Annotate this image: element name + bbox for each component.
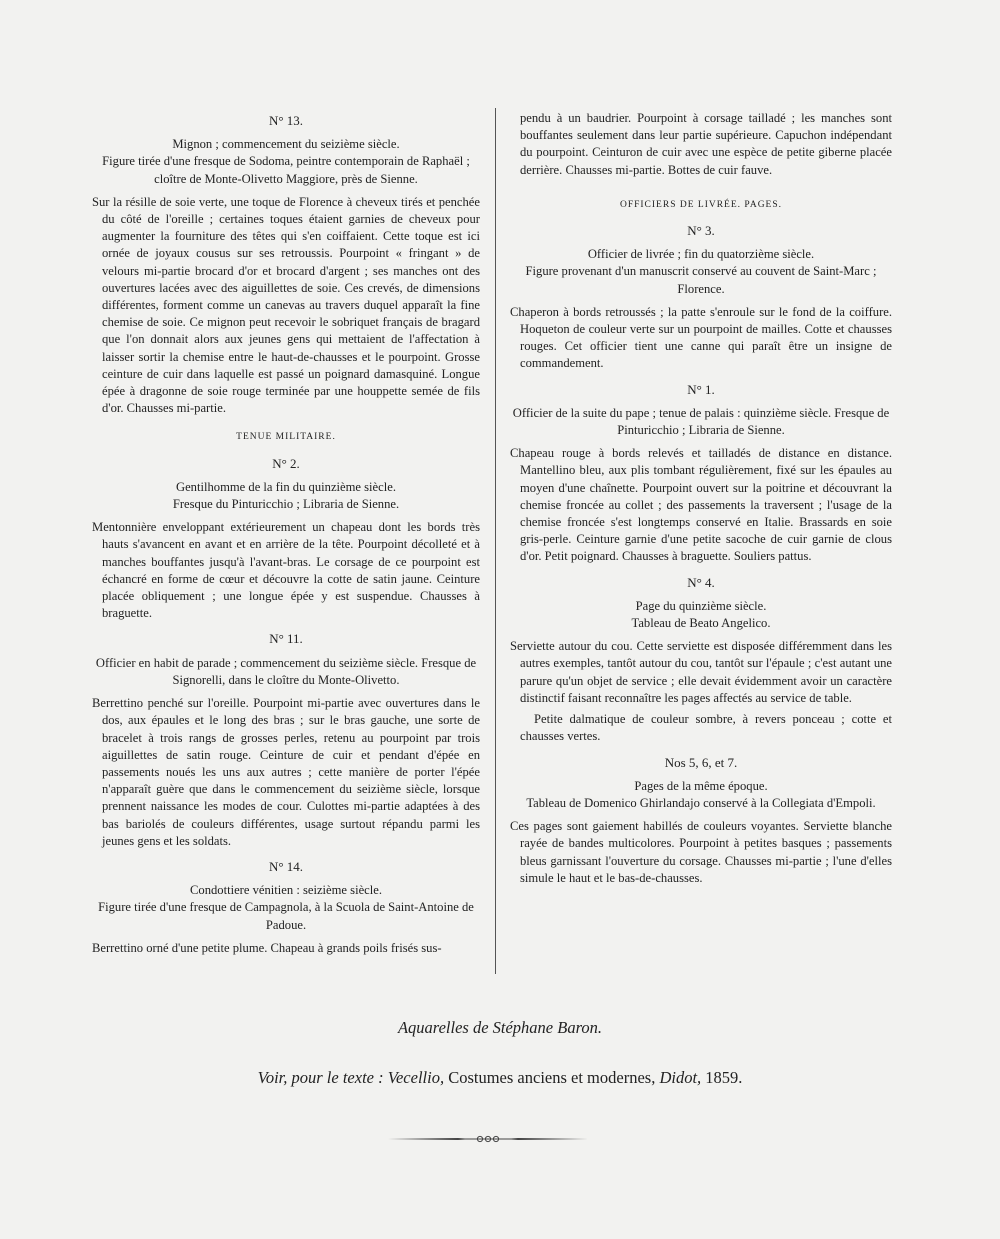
entry-description: Ces pages sont gaiement habillés de couleurs voyantes. Serviette blanche rayée de bandes multicolores. Pourpoint à petites basques ; passements bleus garnissant l'ouverture du corsage. Chausses mi-partie ; l'une d'elles simule le haut et le bas-de-chausses. <box>510 819 892 885</box>
entry-number: N° 1. <box>687 381 715 397</box>
entry-title: Mignon ; commencement du seizième siècle. <box>172 137 400 152</box>
ornament-divider-icon <box>388 1133 588 1145</box>
entry-number: N° 13. <box>268 113 304 128</box>
entry-description: Mentonnière enveloppant extérieurement un chapeau dont les bords très hauts s'avancent en avant et en arrière de la tête. Pourpoint décolleté et à manches bouffantes jusqu'à l'avant-bras. Le corsage de ce pourpoint est échancré en forme de cœur et découvre la cotte de satin jaune. Ceinture placée obliquement ; une longue épée y est suspendue. Chausses à braguette. <box>92 520 480 621</box>
continued-text: pendu à un baudrier. Pourpoint à corsage tailladé ; les manches sont bouffantes seulement dans leur partie supérieure. Capuchon indépendant du pourpoint. Ceinturon de cuir avec une espèce de petite giberne placée derrière. Chausses mi-partie. Bottes de cuir fauve. <box>520 111 892 177</box>
entry-description: Chaperon à bords retroussés ; la patte s'enroule sur le fond de la coiffure. Hoqueton de couleur verte sur un pourpoint de mailles. Cotte et chausses rouges. Cet officier tient une canne qui paraît être un insigne de commandement. <box>510 304 892 371</box>
entry-title: Officier de la suite du pape ; tenue de palais : quinzième siècle. Fresque de Pinturicchio ; Libraria de Sienne. <box>512 405 890 438</box>
entry-subtitle: Tableau de Beato Angelico. <box>631 616 771 631</box>
entry-description: Berrettino penché sur l'oreille. Pourpoint mi-partie avec ouvertures dans le dos, aux épaules et le long des bras ; sur le bras gauche, une sorte de bracelet à trois rangs de grosses perles, retenu au pourpoint par trois aiguillettes de satin rouge. Ceinture de cuir et pendant d'épée en passements noués les uns aux autres ; cette manière de porter l'épée n'apparaît guère que dans le commencement du seizième siècle, lorsque prennent naissance les modes de cour. Culottes mi-partie adaptées à des bas bariolés de couleurs différentes, usage surtout répandu parmi les jeunes gens et les soldats. <box>92 696 480 848</box>
source-publisher: Didot, <box>659 1068 702 1087</box>
source-title: Costumes anciens et modernes, <box>448 1068 656 1087</box>
entry-description: Chapeau rouge à bords relevés et tailladés de distance en distance. Mantellino bleu, aux plis tombant régulièrement, fixé sur les épaules au moyen d'une chaînette. Pourpoint ouvert sur la poitrine et découvrant la chemise froncée au collet ; des passements la traversent ; l'usage de la chemise froncée s'est longtemps conservé en Italie. Brassards en soie gris-perle. Ceinture garnie d'une petite sacoche de cuir garnie de clous d'or. Petit poignard. Chausses à braguette. Souliers pattus. <box>510 446 892 564</box>
entry-number: N° 4. <box>687 574 715 590</box>
entry-title: Gentilhomme de la fin du quinzième siècle. <box>176 479 396 494</box>
entry-number: N° 14. <box>268 858 304 874</box>
entry-description: Serviette autour du cou. Cette serviette est disposée différemment dans les autres exemples, tantôt autour du cou, tantôt sur l'épaule ; c'est autant une parure qu'un objet de service ; elle devait évidemment avoir un caractère distinctif faisant reconnaître les pages affectés au service de table. <box>510 639 892 705</box>
entry-title: Page du quinzième siècle. <box>635 598 767 613</box>
column-divider <box>495 108 496 974</box>
entry-subtitle: Figure provenant d'un manuscrit conservé au couvent de Saint-Marc ; Florence. <box>525 264 877 296</box>
entry-description-continued: Petite dalmatique de couleur sombre, à revers ponceau ; cotte et chausses vertes. <box>520 712 892 744</box>
entry-title: Condottiere vénitien : seizième siècle. <box>190 883 382 898</box>
entry-subtitle: Fresque du Pinturicchio ; Libraria de Sienne. <box>172 497 400 512</box>
source-year: 1859. <box>705 1068 743 1087</box>
entry-description: Sur la résille de soie verte, une toque de Florence à cheveux tirés et penchée du côté de l'oreille ; certaines toques étaient garnies de cheveux pour augmenter la fourniture des têtes qui s'en coiffaient. Cette toque est ici ornée de joyaux cousus sur ses retroussis. Pourpoint « fringant » de velours mi-partie brocard d'or et brocard d'argent ; ses manches ont des ouvertures lacées avec des aiguillettes de soie. Ces crevés, de dimensions différentes, forment comme un canevas au travers duquel apparaît la fine chemise de soie. Ce mignon peut recevoir le sobriquet français de bragard que l'on donnait alors aux jeunes gens qui mettaient de l'affectation à laisser sortir la chemise entre le haut-de-chausses et le pourpoint. Grosse ceinture de cuir dans laquelle est passé un poignard damasquiné. Longue épée à dragonne de soie rouge terminée par une houppette semée de fils d'or. Chausses mi-partie. <box>92 194 480 416</box>
entry-subtitle: Figure tirée d'une fresque de Campagnola, à la Scuola de Saint-Antoine de Padoue. <box>98 900 474 932</box>
entry-number: N° 3. <box>687 223 715 239</box>
entry-description: Berrettino orné d'une petite plume. Chapeau à grands poils frisés sus- <box>92 940 442 955</box>
illustration-credit: Aquarelles de Stéphane Baron. <box>397 1018 603 1037</box>
source-reference <box>0 1068 1000 1088</box>
entry-number: N° 11. <box>269 631 303 647</box>
entry-number: Nos 5, 6, et 7. <box>664 754 738 770</box>
entry-title: Pages de la même époque. <box>634 778 768 793</box>
entry-subtitle: Figure tirée d'une fresque de Sodoma, peintre contemporain de Raphaël ; cloître de Monte-Olivetto Maggiore, près de Sienne. <box>102 154 470 186</box>
source-prefix: Voir, pour le texte : Vecellio, <box>257 1068 445 1087</box>
entry-number: N° 2. <box>272 455 300 471</box>
section-heading: TENUE MILITAIRE. <box>236 432 336 443</box>
left-column <box>92 104 480 961</box>
entry-subtitle: Tableau de Domenico Ghirlandajo conservé à la Collegiata d'Empoli. <box>526 795 876 810</box>
entry-title: Officier en habit de parade ; commencement du seizième siècle. Fresque de Signorelli, dans le cloître du Monte-Olivetto. <box>95 655 477 687</box>
entry-title: Officier de livrée ; fin du quatorzième siècle. <box>587 247 815 262</box>
right-column <box>510 104 892 891</box>
section-heading: OFFICIERS DE LIVRÉE. PAGES. <box>619 199 783 210</box>
